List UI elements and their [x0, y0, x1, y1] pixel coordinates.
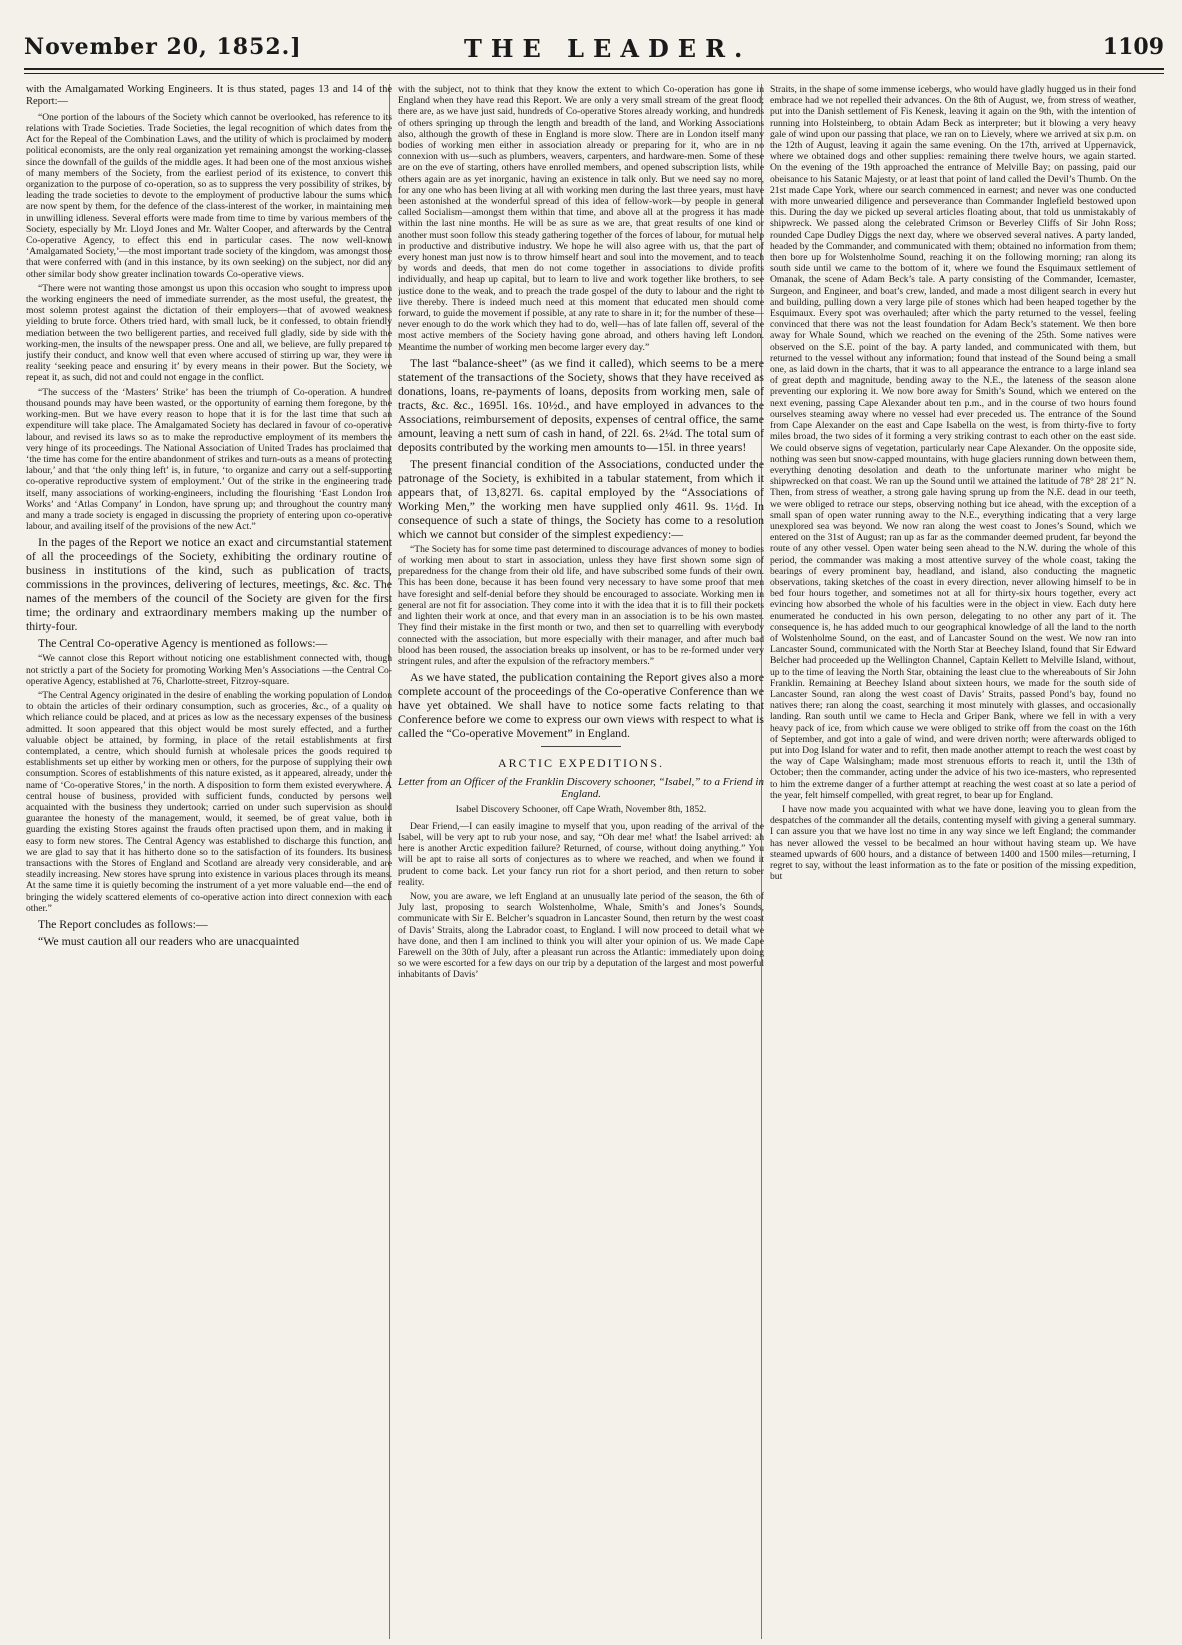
paragraph: In the pages of the Report we notice an exact and circumstantial statement of all the proceedings of the Society, exhibiting the ordinary routine of business in institutions of the kind, such as publication of tracts, commissions in the provinces, delivering of lectures, meetings, &c. &c. The names of the members of the council of the Society are given for the first time; the ordinary and extraordinary members making up the number of thirty-four. — [26, 535, 392, 634]
paragraph: The Central Co-operative Agency is mentioned as follows:— — [38, 636, 328, 651]
section-rule — [541, 746, 621, 747]
paragraph: As we have stated, the publication containing the Report gives also a more complete account of the proceedings of the Co-operative Conference than we have yet obtained. We shall have to notice some facts relating to that Conference before we come to express our own views with respect to what is called the “Co-operative Movement” in England. — [398, 670, 764, 741]
quoted-paragraph: “There were not wanting those amongst us upon this occasion who sought to impress upon the working engineers the need of immediate surrender, as the most useful, the greatest, the most solemn protest against the dictation of their employers—that of avowed weakness yielding to brute force. Others tried hard, with small luck, be it confessed, to obtain friendly mediation between the two belligerent parties, and received full gladly, side by side with the working-men, the insults of the newspaper press. One and all, we believe, are fully prepared to justify their conduct, and know well that even where accused of stirring up war, they were in reality ‘seeking peace and ensuring it’ by every means in their power. But the Society, we repeat it, as such, did not and could not engage in the conflict. — [26, 282, 392, 384]
column-3 — [770, 84, 1136, 1639]
quoted-paragraph: “The Central Agency originated in the desire of enabling the working population of London to obtain the articles of their ordinary consumption, such as groceries, &c., of a quality on which reliance could be placed, and at prices as low as the necessary expenses of the business admitted. It soon appeared that this object would be most surely effected, and a further valuable object be attained, by forming, in place of the retail establishments at first contemplated, a centre, which should furnish at wholesale prices the goods required to establishments set up either by working men or others, for the purpose of supplying their own consumption. Scores of establishments of this nature existed, as it appeared, already, under the name of ‘Co-operative Stores,’ in the north. A disposition to form them existed everywhere. A central house of business, provided with sufficient funds, conducted by persons well acquainted with the business they undertook; carried on under such supervision as should guarantee the honesty of the management, would, it seemed, be of great value, both in guarding the existing Stores against the frauds often practised upon them, and in making it easy to form new stores. The Central Agency was established to discharge this function, and we are glad to say that it has hitherto done so to the satisfaction of its founders. Its business transactions with the Stores of England and Scotland are already very considerable, and are steadily increasing. New stores have sprung into existence in various places through its means. At the same time it is quietly becoming the instrument of a yet more valuable end—the end of bringing the widely scattered elements of co-operative action into direct connexion with each other.” — [26, 689, 392, 914]
quoted-paragraph: “We cannot close this Report without noticing one establishment connected with, though not strictly a part of the Society for promoting Working Men’s Associations —the Central Co-operative Agency, established at 76, Charlotte-street, Fitzroy-square. — [26, 653, 392, 687]
letter-dateline: Isabel Discovery Schooner, off Cape Wrath, November 8th, 1852. — [455, 805, 707, 816]
quoted-paragraph: “The success of the ‘Masters’ Strike’ has been the triumph of Co-operation. A hundred thousand pounds may have been wasted, or the opportunity of earning them foregone, by the working-men. But we have every reason to hope that it is for the last time that such an expenditure will take place. The Amalgamated Society has declared in favour of co-operative labour, and revised its laws so as to make the reproductive employment of its members the very hinge of its proceedings. The National Association of United Trades has proclaimed that ‘the time has come for the entire abandonment of strikes and turn-outs as a means of protecting labour,’ and that ‘the only thing left’ is, in future, ‘to organize and carry out a self-supporting co-operative reproductive system of employment.’ Out of the strike in the engineering trade itself, many associations of working-engineers, including the flourishing ‘East London Iron Works’ and ‘Atlas Company’ in London, have sprung up; and throughout the country many and many a trade society is engaged in discussing the propriety of entering upon co-operative labour, and availing itself of the provisions of the new Act.” — [26, 386, 392, 533]
masthead — [24, 34, 1164, 66]
quoted-paragraph: “The Society has for some time past determined to discourage advances of money to bodies of working men about to start in association, unless they have first shown some sign of preparedness for the change from their old life, and have subscribed some funds of their own. This has been done, because it has been found very necessary to have some proof that men have foresight and self-denial before they should be encouraged to associate. Working men in general are not fit for association. They come into it with the idea that it is to fill their pockets and lighten their work at once, and that every man in an association is to be his own master. They find their mistake in the first month or two, and then set to quarrelling with everybody connected with the association, but more especially with their manager, and after much bad blood has been roused, the association breaks up insolvent, or has to be re-formed under very stringent rules, and after the expulsion of the refractory members.” — [398, 543, 764, 667]
issue-date: November 20, 1852.] — [24, 34, 302, 60]
paragraph: Dear Friend,—I can easily imagine to myself that you, upon reading of the arrival of the Isabel, will be very apt to rub your nose, and say, “Oh dear me! what! the Isabel arrived: ah here is another Arctic expedition failure? Returned, of course, without doing anything.” You will be apt to raise all sorts of conjectures as to where we reached, and when we found it prudent to come back. Let your fancy run riot for a short period, and then return to sober reality. — [398, 820, 764, 888]
masthead-rule-thin — [24, 73, 1164, 74]
paragraph: Now, you are aware, we left England at an unusually late period of the season, the 6th of July last, proposing to search Wolstenholme, Whale, Smith’s and Jones’s Sounds, communicate with Sir E. Belcher’s squadron in Lancaster Sound, then return by the west coast of Davis’ Straits, along the Labrador coast, to England. I will now proceed to detail what we have done, and then I am inclined to think you will alter your opinion of us. We made Cape Farewell on the 30th of July, after a pleasant run across the Atlantic: immediately upon doing so we were escorted for a few days on our trip by a deputation of the largest and most powerful inhabitants of Davis’ — [398, 890, 764, 981]
column-1 — [26, 84, 392, 1639]
paragraph: The present financial condition of the Associations, conducted under the patronage of the Society, is exhibited in a tabular statement, from which it appears that, of 13,827l. 6s. capital employed by the “Associations of Working Men,” the working men have supplied only 461l. 9s. 1½d. In consequence of such a state of things, the Society has come to a resolution which we cannot but consider of the simplest expediency:— — [398, 456, 764, 541]
paragraph: The last “balance-sheet” (as we find it called), which seems to be a mere statement of the transactions of the Society, shows that they have received as donations, loans, re-payments of loans, deposits from working men, sale of tracts, &c. &c., 1695l. 16s. 10½d., and have employed in advances to the Associations, reimbursement of deposits, expenses of central office, the same amount, leaving a nett sum of cash in hand, of 22l. 6s. 2¼d. The total sum of deposits contributed by the working men amounts to—15l. in three years! — [398, 355, 764, 454]
paragraph: The Report concludes as follows:— — [38, 917, 208, 931]
masthead-rule — [24, 68, 1164, 70]
section-heading: ARCTIC EXPEDITIONS. — [498, 756, 664, 771]
newspaper-title: THE LEADER. — [464, 34, 752, 63]
quoted-paragraph: with the subject, not to think that they know the extent to which Co-operation has gone in England when they have read this Report. We are only a very small stream of the great flood; there are, as we have just said, hundreds of Co-operative Stores already working, and hundreds of others springing up through the length and breadth of the land, and Working Associations also, although the growth of these in England is more slow. There are in London itself many bodies of working men either in association already or preparing for it, who are in no connexion with us—such as plumbers, weavers, carpenters, and hardware-men. Some of these are on the eve of starting, others have enrolled members, and opened subscription lists, while others again are as yet inorganic, having an existence in talk only. But we need say no more, for any one who has been living at all with working men during the last three years, must have been astonished at the wonderful spread of this idea of fellow-work—by people in general called Socialism—amongst them within that time, and above all at the progress it has made within the last nine months. He will be as sure as we are, that great results of one kind or another must soon follow this steady gathering together of the forces of labour, for mutual help in productive and distributive industry. We hope he will also agree with us, that the part of every honest man just now is to throw himself heart and soul into the movement, and to teach by words and deeds, that men do not come together in associations to divide profits individually, and heap up capital, but to learn to live and work together like brothers, to see justice done to the weak, and to preach the trade gospel of the duty to labour and the right to live thereby. There is indeed much need at this moment that educated men should come forward, to guide the movement if possible, at any rate to share in it; for the number of these—never enough to do the work which they had to do, well—has of late fallen off, several of the most active members of the Society having gone abroad, and others having left London. Meantime the number of working men become larger every day.” — [398, 84, 764, 353]
paragraph: with the Amalgamated Working Engineers. It is thus stated, pages 13 and 14 of the Report:— — [26, 84, 392, 108]
article-subheading: Letter from an Officer of the Franklin Discovery schooner, “Isabel,” to a Friend in England. — [398, 775, 764, 800]
paragraph: I have now made you acquainted with what we have done, leaving you to glean from the despatches of the commander all the details, contenting myself with giving a general summary. I can assure you that we have lost no time in any way since we left England; the commander has never allowed the vessel to be becalmed an hour without having steam up. We have steamed upwards of 600 hours, and a distance of between 1400 and 1500 miles—returning, I regret to say, without the least information as to the fate or position of the missing expedition, but — [770, 804, 1136, 883]
page-number: 1109 — [1102, 34, 1164, 60]
quoted-paragraph: “One portion of the labours of the Society which cannot be overlooked, has reference to its relations with Trade Societies. Trade Societies, the legal recognition of which dates from the Act for the Repeal of the Combination Laws, and the utility of which is proclaimed by modern political economists, are the only real organization yet remaining amongst the working-classes since the downfall of the guilds of the middle ages. It had been one of the most anxious wishes of many members of the Society, from the earliest period of its existence, to convert this organization to the purpose of co-operation, so as to suppress the very possibility of strikes, by leading the trade societies to devote to the employment of productive labour the sums which are now spent by them, for the defence of the class-interest of the worker, in maintaining men in unwilling idleness. Several efforts were made from time to time by various members of the Society, especially by Mr. Lloyd Jones and Mr. Walter Cooper, and afterwards by the Central Co-operative Agency, to effect this end in particular cases. The now well-known ‘Amalgamated Society,’—the most important trade society of the kingdom, was amongst those that were conferred with (and in this instance, by its own seeking) on the subject, nor did any other similar body show greater inclination towards Co-operative views. — [26, 111, 392, 280]
paragraph: “We must caution all our readers who are unacquainted — [38, 934, 300, 948]
column-2 — [398, 84, 764, 1639]
paragraph: Straits, in the shape of some immense icebergs, who would have gladly hugged us in their fond embrace had we not repelled their advances. On the 8th of August, we, from stress of weather, put into the Danish settlement of Fis Kenesk, leaving it again on the 9th, with the intention of running into Holsteinberg, to obtain Adam Beck as interpreter; but it blowing a very heavy gale of wind upon our passing that place, we ran on to Lievely, where we arrived at six p.m. on the 12th of August, leaving it again the same evening. On the 17th, arrived at Uppernavick, where we obtained dogs and other supplies: remaining there twelve hours, we again started. On the evening of the 19th approached the entrance of Melville Bay; on passing, paid our obeisance to his Satanic Majesty, or at least that point of land called the Devil’s Thumb. On the 21st made Cape York, where our search commenced in earnest; and never was one conducted with more unwearied diligence and perseverance than Commander Inglefield bestowed upon this. During the day we picked up several articles floating about, that told us unmistakably of shipwreck. We passed along the celebrated Crimson or Beverley Cliffs of Sir John Ross; rounded Cape Dudley Diggs the next day, where we observed several natives. A party landed, headed by the Commander, and communicated with them; obtained no information from them; then bore up for Wolstenholme Sound, reaching it on the following morning; ran along its south side until we came to the bottom of it, where we found the Esquimaux settlement of Omanak, the scene of Adam Beck’s tale. A party consisting of the Commander, Icemaster, Surgeon, and Engineer, and boat’s crew, landed, and made a most diligent search in every hut and building, pulling down a very large pile of stones which had been heaped together by the Esquimaux. Every spot was overhauled; after which the party returned to the vessel, feeling convinced that there was not the least foundation for Adam Beck’s statement. We then bore away for Whale Sound, which we reached on the evening of the 25th. Some natives were observed on the S.E. point of the bay. A party landed, and communicated with them, but returned to the vessel without any information; found that instead of the Sound being a small one, as laid down in the charts, that it was to all appearance the entrance to a large inland sea of great depth and magnitude, bending away to the N.E., the lateness of the season alone preventing our exploring it. We now bore away for Smith’s Sound, which we entered on the next evening, passing Cape Alexander about ten p.m., and in the course of two hours found ourselves steaming away where no vessel had ever preceded us. The entrance of the Sound from Cape Alexander on the east and Cape Isabella on the west, is from thirty-five to forty miles broad, the two sides of it forming a very striking contrast to each other on the east side. We could observe signs of vegetation, particularly near Cape Alexander. On the opposite side, nothing was seen but snow-capped mountains, with huge glaciers running down between them, everything denoting desolation and death to the unfortunate mariner who might be shipwrecked on that coast. We ran up the Sound until we attained the latitude of 78° 28′ 21″ N. Then, from stress of weather, a strong gale having sprung up from the N.E. dead in our teeth, we were obliged to retrace our steps, observing nothing but ice ahead, with the exception of a small span of open water running away to the N.E., everything indicating that a very large unexplored sea was beyond. We now ran along the west coast to Jones’s Sound, which we entered on the 31st of August; ran up as far as the commander deemed prudent, far beyond the route of any other vessel. Open water being seen ahead to the N.W. during the whole of this period, the commander was making a most attentive survey of the whole coast, taking the bearings of every prominent bay, headland, and island, also conducting the magnetic observations, taking sketches of the coast in every direction, never allowing himself to be in bed four hours together, and sometimes not at all for thirty-six hours together, every act evincing how absorbed the whole of his faculties were in the object in view. Each duty here enumerated he conducted in his own person, delegating to no other any part of it. The consequence is, he has added much to our geographical knowledge of all the land to the north of Wolstenholme Sound, on the east, and of Lancaster Sound on the west. We now ran into Lancaster Sound, communicated with the North Star at Beechey Island, found that Sir Edward Belcher had proceeded up the Wellington Channel, Captain Kellett to Melville Island, without, up to the time of leaving the North Star, obtaining the least clue to the whereabouts of Sir John Franklin. Remaining at Beechey Island about sixteen hours, we made for the south side of Lancaster Sound, ran along the west coast of Davis’ Straits, passed Pond’s bay, found no natives there; ran along the coast, searching it most minutely with glasses, and occasionally landing. Ran south until we came to Hecla and Griper Bank, where we fell in with a very heavy pack of ice, from which cause we were obliged to strike off from the coast on the 16th of September, and got into a gale of wind, and were driven north; were afterwards obliged to put into Dog Island for water and to refit, then made another attempt to reach the west coast by the way of Cape Walsingham; made most strenuous efforts to reach it, until the 13th of October; then the commander, acting under the advice of his two ice-masters, who represented to him the extreme danger of a further attempt at reaching the west coast at so late a period of the year, felt himself compelled, with great regret, to bear up for England. — [770, 84, 1136, 801]
